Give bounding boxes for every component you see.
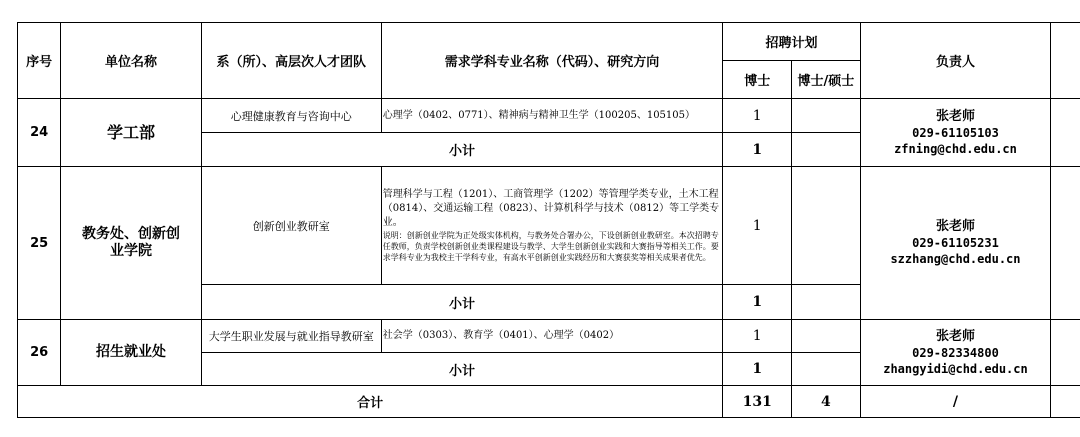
recruitment-table <box>17 22 1080 418</box>
row-dept: 大学生职业发展与就业指导教研室 <box>201 320 381 353</box>
total-label: 合计 <box>18 386 723 418</box>
row-contact <box>860 99 1051 167</box>
row-dept: 创新创业教研室 <box>201 167 381 285</box>
row-phd-master <box>792 167 861 285</box>
row-dept: 心理健康教育与咨询中心 <box>201 99 381 133</box>
row-phd: 1 <box>723 320 792 353</box>
header-dept: 系（所）、高层次人才团队 <box>201 23 381 99</box>
total-contact: / <box>860 386 1051 418</box>
row-no: 24 <box>18 99 61 167</box>
contact-name: 张老师 <box>935 108 975 124</box>
header-major: 需求学科专业名称（代码）、研究方向 <box>381 23 723 99</box>
row-no: 26 <box>18 320 61 386</box>
subtotal-phd-master <box>792 133 861 167</box>
contact-name: 张老师 <box>935 328 975 344</box>
row-major-note: 说明：创新创业学院为正处级实体机构，与教务处合署办公，下设创新创业教研室。本次招聘专任教师，负责学校创新创业类课程建设与教学、大学生创新创业实践和大赛指导等相关工作。要求学科专业为我校主干学科专业，有高水平创新创业实践经历和大赛获奖等相关成果者优先。 <box>382 231 719 262</box>
subtotal-label: 小计 <box>201 133 723 167</box>
row-unit: 教务处、创新创业学院 <box>61 167 202 320</box>
row-major-text: 管理科学与工程（1201）、工商管理学（1202）等管理学类专业，土木工程（0814）、交通运输工程（0823）、计算机科学与技术（0812）等工学类专业。 <box>382 189 720 228</box>
contact-email: zhangyidi@chd.edu.cn <box>883 361 1028 376</box>
subtotal-phd-master <box>792 285 861 320</box>
contact-phone: 029-61105231 <box>912 236 999 250</box>
row-phd-master <box>792 320 861 353</box>
row-major-text: 心理学（0402、0771）、精神病与精神卫生学（100205、105105） <box>382 109 696 121</box>
edge-cell <box>1051 99 1080 167</box>
subtotal-phd-master <box>792 353 861 386</box>
contact-phone: 029-82334800 <box>912 345 999 360</box>
total-row <box>18 386 1080 418</box>
row-phd: 1 <box>723 167 792 285</box>
row-contact <box>860 320 1051 386</box>
contact-email: zfning@chd.edu.cn <box>894 141 1017 156</box>
row-major-text: 社会学（0303）、教育学（0401）、心理学（0402） <box>382 330 620 341</box>
subtotal-label: 小计 <box>201 353 723 386</box>
subtotal-phd: 1 <box>723 353 792 386</box>
edge-cell <box>1051 167 1080 320</box>
header-no: 序号 <box>18 23 61 99</box>
row-major <box>381 167 723 285</box>
subtotal-label: 小计 <box>201 285 723 320</box>
row-contact <box>860 167 1051 320</box>
subtotal-phd: 1 <box>723 133 792 167</box>
header-plan: 招聘计划 <box>723 23 860 61</box>
header-contact: 负责人 <box>860 23 1051 99</box>
row-phd-master <box>792 99 861 133</box>
row-major <box>381 320 723 353</box>
subtotal-phd: 1 <box>723 285 792 320</box>
header-phd: 博士 <box>723 61 792 99</box>
table-row <box>18 99 1080 133</box>
contact-name: 张老师 <box>935 219 975 234</box>
header-phd-master: 博士/硕士 <box>792 61 861 99</box>
edge-cell <box>1051 320 1080 386</box>
header-unit: 单位名称 <box>61 23 202 99</box>
row-unit: 学工部 <box>61 99 202 167</box>
edge-cell <box>1051 386 1080 418</box>
table-row <box>18 167 1080 285</box>
contact-email: szzhang@chd.edu.cn <box>890 252 1021 266</box>
row-major <box>381 99 723 133</box>
total-phd-master: 4 <box>792 386 861 418</box>
table-row <box>18 320 1080 353</box>
row-no: 25 <box>18 167 61 320</box>
contact-phone: 029-61105103 <box>912 125 999 140</box>
edge-cell <box>1051 23 1080 99</box>
row-phd: 1 <box>723 99 792 133</box>
row-unit: 招生就业处 <box>61 320 202 386</box>
total-phd: 131 <box>723 386 792 418</box>
